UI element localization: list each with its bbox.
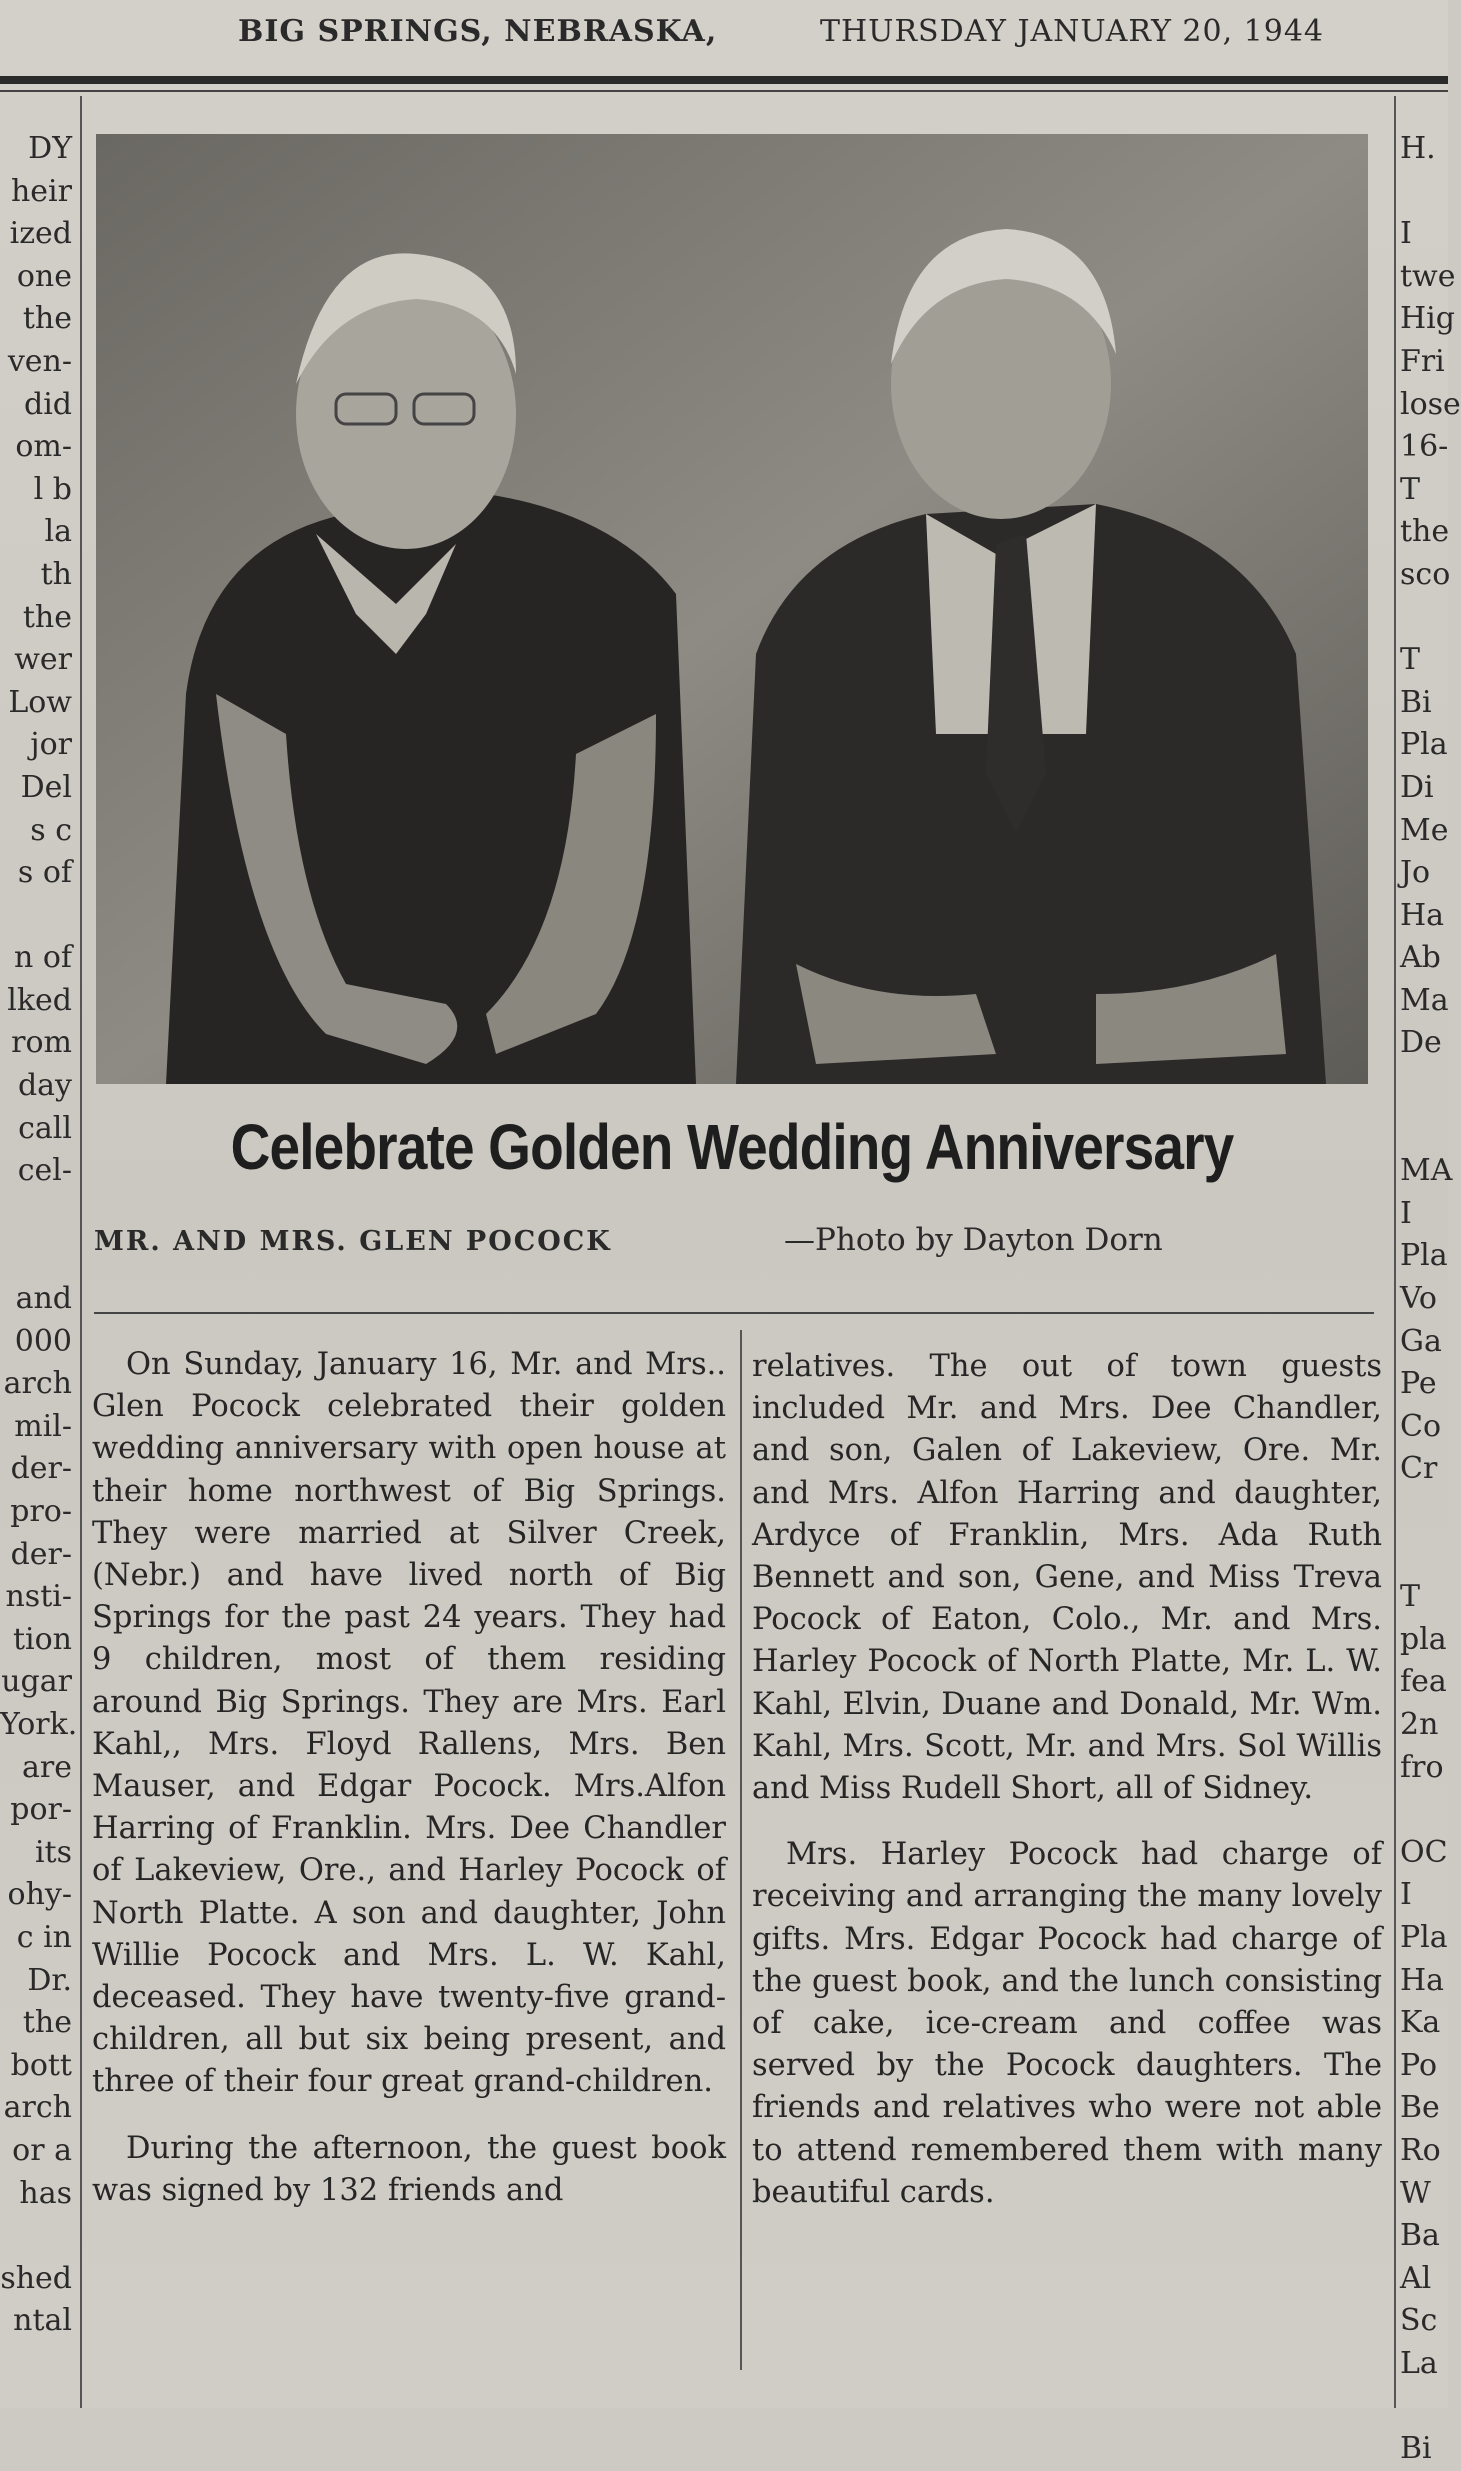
fragment-line: Ka: [1400, 2005, 1441, 2041]
fragment-line: Pla: [1400, 1238, 1448, 1274]
fragment-line: rom: [11, 1025, 72, 1061]
article-paragraph: On Sunday, January 16, Mr. and Mrs.. Glen Pocock celebrated their golden wedding anniversary with open house at their home northwest of Big Springs. They were married at Silver Creek, (Nebr.) and have lived north of Big Springs for the past 24 years. They had 9 children, most of them residing around Big Springs. They are Mrs. Earl Kahl,, Mrs. Floyd Rallens, Mrs. Ben Mauser, and Edgar Pocock. Mrs.Alfon Harring of Franklin. Mrs. Dee Chandler of Lakeview, Ore., and Harley Pocock of North Platte. A son and daughter, John Willie Pocock and Mrs. L. W. Kahl, deceased. They have twenty-five grand-children, all but six being present, and three of their four great grand-children.: [92, 1347, 726, 2100]
article-column-1: [92, 1344, 726, 2212]
fragment-line: W: [1400, 2175, 1431, 2211]
fragment-line: [0, 1235, 72, 1278]
couple-photograph: [96, 134, 1368, 1084]
fragment-line: T: [1400, 642, 1421, 678]
fragment-line: ven-: [7, 343, 72, 379]
fragment-line: bott: [10, 2047, 72, 2083]
fragment-line: heir: [10, 173, 72, 209]
fragment-line: th: [40, 556, 72, 592]
fragment-line: 000: [14, 1323, 72, 1359]
fragment-line: I: [1400, 1195, 1412, 1231]
fragment-line: Low: [8, 684, 72, 720]
fragment-line: tion: [12, 1621, 72, 1657]
fragment-line: [0, 2215, 72, 2258]
fragment-line: lose: [1400, 386, 1461, 422]
fragment-line: Di: [1400, 769, 1434, 805]
fragment-line: fro: [1400, 1749, 1444, 1785]
fragment-line: [1400, 1108, 1448, 1151]
fragment-line: has: [19, 2175, 72, 2211]
fragment-line: are: [22, 1749, 72, 1785]
fragment-line: [1400, 1534, 1448, 1577]
fragment-line: l b: [33, 471, 72, 507]
fragment-line: pro-: [10, 1494, 72, 1529]
masthead-rule: [0, 76, 1448, 84]
fragment-line: jor: [30, 727, 72, 763]
fragment-line: por-: [10, 1792, 72, 1828]
fragment-line: De: [1400, 1025, 1442, 1061]
fragment-line: 2n: [1400, 1706, 1439, 1742]
fragment-line: Ha: [1400, 1962, 1445, 1998]
fragment-line: H.: [1400, 131, 1436, 166]
fragment-line: the: [22, 2005, 72, 2041]
fragment-line: Bi: [1400, 684, 1432, 720]
fragment-line: ntal: [13, 2303, 72, 2339]
fragment-line: T: [1400, 1579, 1421, 1615]
fragment-line: Co: [1400, 1408, 1442, 1444]
fragment-line: arch: [3, 1366, 72, 1402]
fragment-line: om-: [15, 429, 72, 465]
fragment-line: Sc: [1400, 2303, 1438, 2339]
fragment-line: call: [18, 1110, 72, 1146]
photo-credit: —Photo by Dayton Dorn: [784, 1222, 1163, 1258]
fragment-line: Ro: [1400, 2132, 1441, 2168]
article-paragraph: relatives. The out of town guests included Mr. and Mrs. Dee Chandler, and son, Galen of Lakeview, Ore. Mr. and Mrs. Alfon Harring and daughter, Ardyce of Franklin, Mrs. Ada Ruth Bennett and son, Gene, and Miss Treva Pocock of Eaton, Colo., Mr. and Mrs. Harley Pocock of North Platte, Mr. L. W. Kahl, Elvin, Duane and Donald, Mr. Wm. Kahl, Mrs. Scott, Mr. and Mrs. Sol Willis and Miss Rudell Short, all of Sidney.: [752, 1349, 1382, 1807]
fragment-line: n of: [13, 940, 72, 976]
fragment-line: Pla: [1400, 727, 1448, 763]
fragment-line: La: [1400, 2345, 1438, 2381]
fragment-line: ugar: [1, 1664, 72, 1700]
fragment-line: did: [23, 386, 72, 422]
fragment-line: shed: [0, 2260, 72, 2296]
fragment-line: [1400, 1065, 1448, 1108]
caption-rule: [94, 1312, 1374, 1314]
fragment-line: s c: [30, 812, 72, 848]
fragment-line: [1400, 171, 1448, 214]
fragment-line: Dr.: [27, 1962, 72, 1998]
fragment-line: c in: [16, 1919, 72, 1955]
fragment-line: DY: [28, 131, 72, 166]
article-column-2: [752, 1346, 1382, 2214]
fragment-line: s of: [17, 855, 72, 891]
fragment-line: ized: [9, 216, 72, 252]
fragment-line: fea: [1400, 1664, 1447, 1700]
fragment-line: Del: [20, 769, 72, 805]
fragment-line: day: [17, 1068, 72, 1104]
fragment-line: Jo: [1400, 855, 1431, 891]
fragment-line: wer: [14, 642, 72, 678]
fragment-line: the: [22, 599, 72, 635]
fragment-line: pla: [1400, 1621, 1447, 1657]
fragment-line: Be: [1400, 2090, 1440, 2126]
column-divider-right: [1394, 96, 1396, 2408]
column-divider-left: [80, 96, 82, 2408]
fragment-line: Fri: [1400, 343, 1445, 379]
fragment-line: the: [22, 301, 72, 337]
fragment-line: one: [16, 258, 72, 294]
column-divider-middle: [740, 1330, 742, 2370]
fragment-line: der-: [10, 1451, 72, 1487]
left-column-fragments: [0, 128, 78, 2343]
fragment-line: lked: [7, 982, 72, 1018]
fragment-line: [1400, 597, 1448, 640]
fragment-line: Cr: [1400, 1451, 1438, 1487]
fragment-line: der-: [10, 1536, 72, 1572]
fragment-line: arch: [3, 2090, 72, 2126]
fragment-line: Po: [1400, 2047, 1438, 2083]
fragment-line: or a: [12, 2132, 72, 2168]
fragment-line: OC: [1400, 1834, 1448, 1870]
fragment-line: MA: [1400, 1153, 1453, 1189]
fragment-line: Hig: [1400, 301, 1455, 337]
fragment-line: la: [44, 514, 72, 550]
masthead-rule-thin: [0, 90, 1448, 92]
fragment-line: Pe: [1400, 1366, 1437, 1402]
fragment-line: cel-: [17, 1153, 72, 1189]
fragment-line: sco: [1400, 556, 1451, 592]
article-paragraph: During the afternoon, the guest book was signed by 132 friends and: [92, 2130, 726, 2208]
fragment-line: T: [1400, 471, 1421, 507]
photo-caption-names: MR. AND MRS. GLEN POCOCK: [94, 1226, 612, 1257]
fragment-line: [0, 895, 72, 938]
headline: Celebrate Golden Wedding Anniversary: [230, 1111, 1234, 1183]
masthead-date: THURSDAY JANUARY 20, 1944: [820, 14, 1325, 49]
fragment-line: I: [1400, 1877, 1412, 1913]
fragment-line: York.: [0, 1706, 78, 1742]
fragment-line: nsti-: [5, 1579, 72, 1615]
fragment-line: the: [1400, 514, 1450, 550]
fragment-line: [0, 1193, 72, 1236]
fragment-line: Me: [1400, 812, 1449, 848]
fragment-line: I: [1400, 216, 1412, 252]
article-paragraph: Mrs. Harley Pocock had charge of receiving and arranging the many lovely gifts. Mrs. Edgar Pocock had charge of the guest book, and the lunch consisting of cake, ice-cream and coffee was served by the Pocock daughters. The friends and relatives who were not able to attend remembered them with many beautiful cards.: [752, 1837, 1382, 2210]
fragment-line: ohy-: [7, 1877, 72, 1913]
fragment-line: Vo: [1400, 1281, 1437, 1317]
couple-photo-illustration: [96, 134, 1368, 1084]
fragment-line: 16-: [1400, 429, 1449, 465]
fragment-line: its: [34, 1834, 72, 1870]
fragment-line: Bi: [1400, 2431, 1432, 2467]
masthead-city: BIG SPRINGS, NEBRASKA,: [238, 14, 718, 49]
fragment-line: Ba: [1400, 2218, 1440, 2254]
fragment-line: Ma: [1400, 982, 1449, 1018]
fragment-line: Ab: [1400, 940, 1441, 976]
fragment-line: mil-: [14, 1408, 72, 1444]
fragment-line: [1400, 2385, 1448, 2428]
fragment-line: [1400, 1789, 1448, 1832]
fragment-line: Ga: [1400, 1323, 1442, 1359]
fragment-line: Ha: [1400, 897, 1445, 933]
fragment-line: and: [15, 1281, 72, 1317]
fragment-line: twe: [1400, 258, 1456, 294]
masthead: [0, 8, 1448, 64]
right-column-fragments: [1400, 128, 1461, 2471]
fragment-line: Pla: [1400, 1919, 1448, 1955]
fragment-line: [1400, 1491, 1448, 1534]
fragment-line: Al: [1400, 2260, 1432, 2296]
